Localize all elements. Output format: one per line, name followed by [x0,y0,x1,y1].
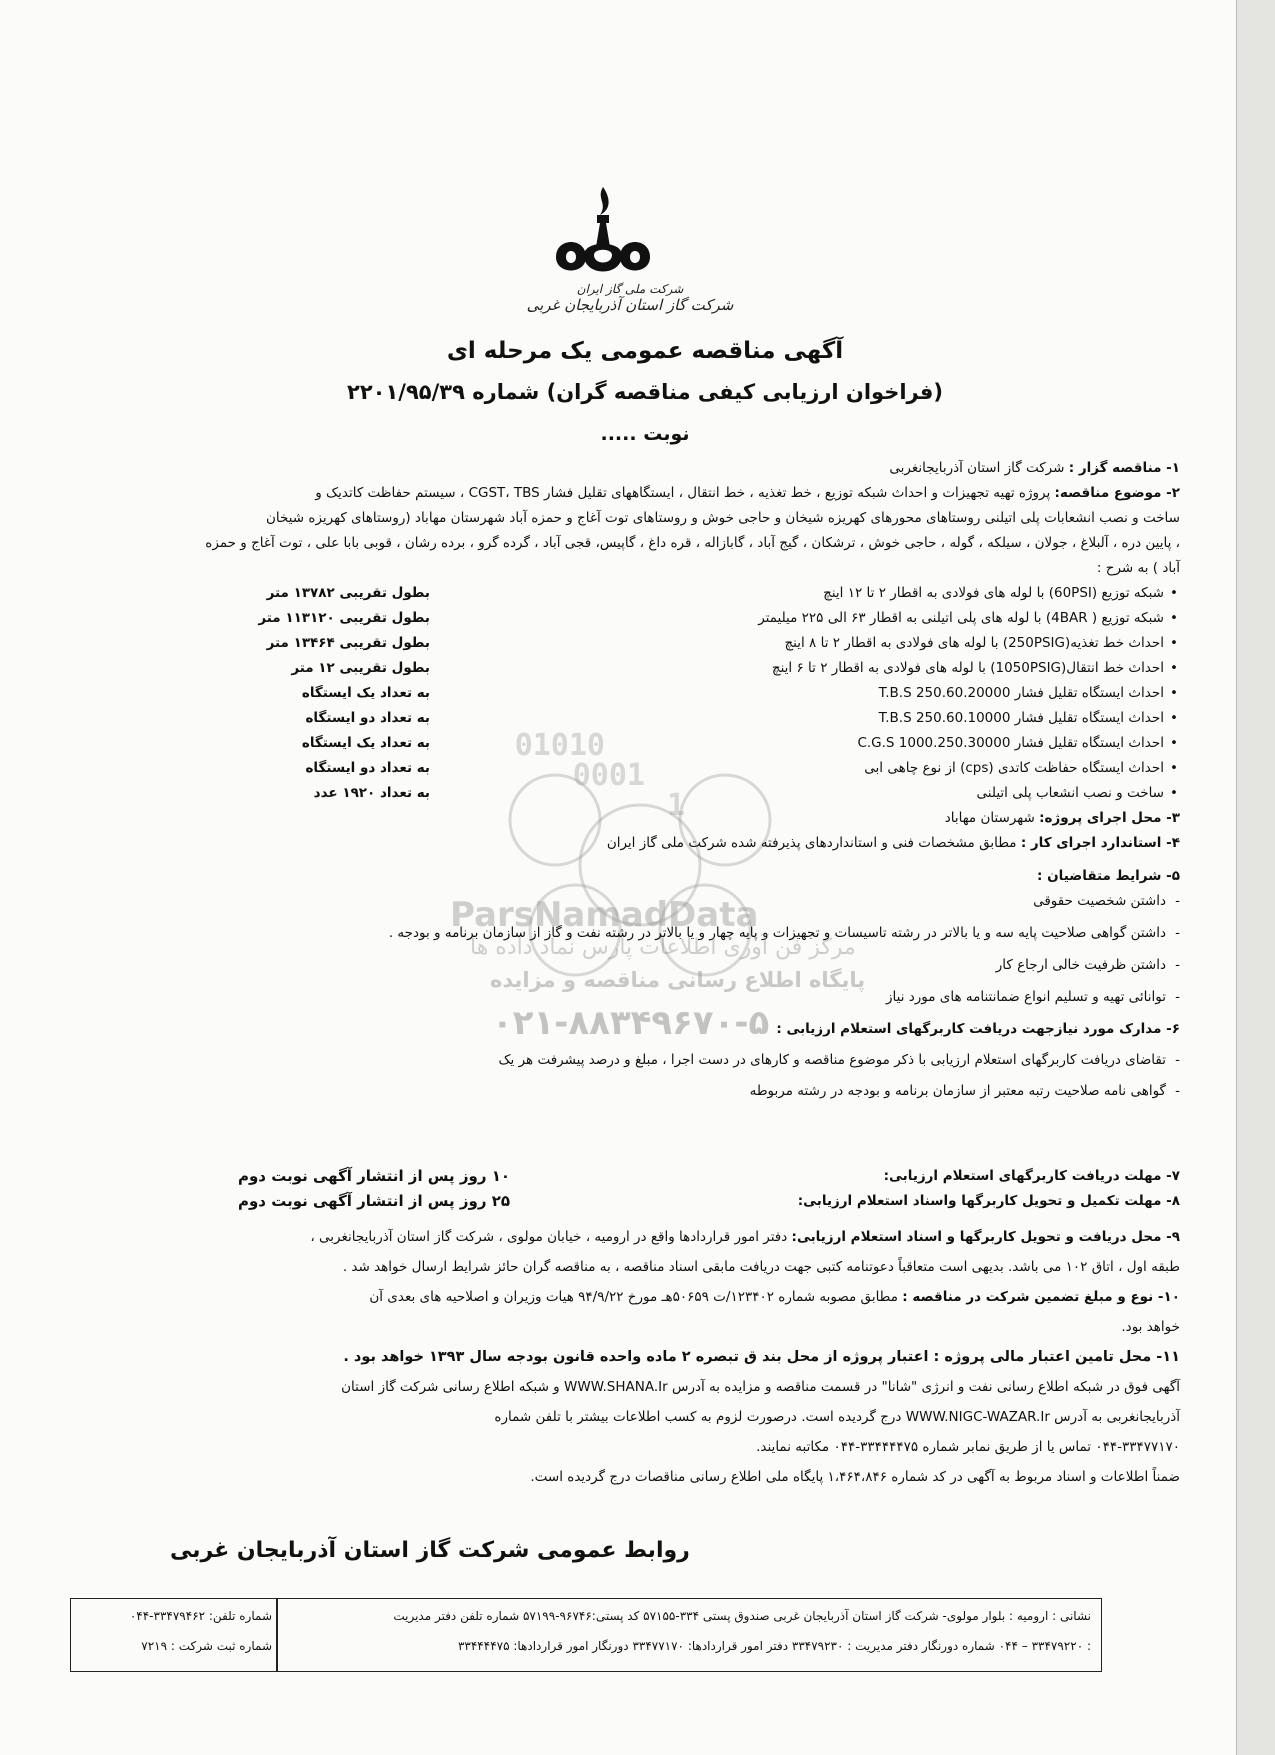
section-2-line-3: ، پایین دره ، آلبلاغ ، جولان ، سیلکه ، گوله ، حاجی خوش ، ترشکان ، گیج آباد ، گابازاله ، قره داغ ، گاپیس، قجی آباد ، گرده گرو ، برده رشان ، قوبی بابا علی ، توت آغاج و حمزه [205,535,1180,551]
list-item: • ساخت و نصب انشعاب پلی اتیلنی [500,781,1180,806]
section-6-cond: - تقاضای دریافت کاربرگهای استعلام ارزیابی با ذکر موضوع مناقصه و کارهای در دست اجرا ، مبلغ و درصد پیشرفت هر یک [130,1048,1180,1073]
list-item: • احداث ایستگاه تقلیل فشار C.G.S 1000.250.30000 [500,731,1180,756]
signature: روابط عمومی شرکت گاز استان آذربایجان غربی [170,1538,690,1563]
footer-phone: شماره تلفن: ۳۳۴۷۹۴۶۲-۰۴۴ [129,1609,272,1623]
section-1: ۱- مناقصه گزار : شرکت گاز استان آذربایجانغربی [889,460,1180,476]
section-5-cond: - داشتن شخصیت حقوقی [130,889,1180,914]
watermark-line-2: پایگاه اطلاع رسانی مناقصه و مزایده [490,968,866,992]
list-item: • احداث ایستگاه حفاظت کاتدی (cps) از نوع چاهی ابی [500,756,1180,781]
list-item: • شبکه توزیع (60PSI) با لوله های فولادی به اقطار ۲ تا ۱۲ اینچ [500,581,1180,606]
item-qty: بطول تقریبی ۱۲ متر [291,660,430,676]
section-11: ۱۱- محل تامین اعتبار مالی پروژه : اعتبار پروژه از محل بند ق تبصره ۲ ماده واحده قانون بودجه سال ۱۳۹۳ خواهد بود . [343,1349,1180,1365]
section-2-line-1: ۲- موضوع مناقصه: پروژه تهیه تجهیزات و احداث شبکه توزیع ، خط تغذیه ، خط انتقال ، ایستگاههای تقلیل فشار CGST، TBS ، سیستم حفاظت کاتدیک و [315,485,1180,501]
list-item: • احداث ایستگاه تقلیل فشار T.B.S 250.60.20000 [500,681,1180,706]
section-7-value: ۱۰ روز پس از انتشار آگهی نوبت دوم [237,1167,510,1185]
svg-text:0001: 0001 [572,758,645,793]
svg-text:01010: 01010 [514,728,605,763]
notice-line-1: آگهی فوق در شبکه اطلاع رسانی نفت و انرژی "شانا" در قسمت مناقصه و مزایده به آدرس WWW.SHANA.Ir و شبکه اطلاع رسانی شرکت گاز استان [341,1379,1180,1395]
list-item: • احداث خط انتقال(1050PSIG) با لوله های فولادی به اقطار ۲ تا ۶ اینچ [500,656,1180,681]
svg-text:1: 1 [666,788,685,823]
footer-address-2: : ۳۳۴۷۹۲۲۰ – ۰۴۴ شماره دورنگار دفتر مدیریت : ۳۳۴۷۹۲۳۰ دفتر امور قراردادها: ۳۳۴۷۷۱۷۰ دورنگار امور قراردادها: ۳۳۴۴۴۴۷۵ [457,1639,1091,1653]
section-1-2 [130,456,1180,581]
list-item: • شبکه توزیع ( 4BAR) با لوله های پلی اتیلنی به اقطار ۶۳ الی ۲۲۵ میلیمتر [500,606,1180,631]
section-9-line-2: طبقه اول ، اتاق ۱۰۲ می باشد. بدیهی است متعاقباً دعوتنامه کتبی جهت دریافت مابقی اسناد مناقصه ، به مناقصه گران حائز شرایط ارسال خواهد شد . [342,1259,1180,1275]
item-qty: به تعداد یک ایستگاه [301,685,430,701]
item-qty: به تعداد دو ایستگاه [305,710,430,726]
section-10-line-2: خواهد بود. [1121,1319,1180,1335]
section-5-cond: - داشتن ظرفیت خالی ارجاع کار [130,953,1180,978]
item-qty: بطول تقریبی ۱۳۴۶۴ متر [266,635,430,651]
watermark-brand: ParsNamadData [450,895,759,935]
section-5-label: ۵- شرایط متقاضیان : [1037,868,1180,884]
section-3: ۳- محل اجرای پروژه: شهرستان مهاباد [944,810,1180,826]
section-2-line-4: آباد ) به شرح : [1096,560,1180,576]
item-qty: به تعداد ۱۹۲۰ عدد [313,785,430,801]
watermark-line-1: مرکز فن آوری اطلاعات پارس نماد داده ها [470,935,856,960]
section-8-value: ۲۵ روز پس از انتشار آگهی نوبت دوم [237,1192,510,1210]
page-subtitle: (فراخوان ارزیابی کیفی مناقصه گران) شماره ۲۲۰۱/۹۵/۳۹ [347,380,943,404]
item-qty: به تعداد یک ایستگاه [301,735,430,751]
item-qty: بطول تقریبی ۱۳۷۸۲ متر [266,585,430,601]
section-9-line-1: ۹- محل دریافت و تحویل کاربرگها و اسناد استعلام ارزیابی: دفتر امور قراردادها واقع در ارومیه ، خیابان مولوی ، شرکت گاز استان آذربایجانغربی ، [310,1229,1180,1245]
watermark-phone: ۰۲۱-۸۸۳۴۹۶۷۰-۵ [492,1003,770,1043]
section-5-cond: - داشتن گواهی صلاحیت پایه سه و یا بالاتر در رشته تاسیسات و تجهیزات و پایه چهار و یا بالاتر در رشته نفت و گاز از سازمان برنامه و بودجه . [130,921,1180,946]
section-9-11 [130,1222,1180,1492]
section-8: ۸- مهلت تکمیل و تحویل کاربرگها واسناد استعلام ارزیابی: [797,1193,1180,1209]
notice-line-4: ضمناً اطلاعات و اسناد مربوط به آگهی در کد شماره ۱،۴۶۴،۸۴۶ پایگاه ملی اطلاع رسانی مناقصات درج گردیده است. [530,1469,1180,1485]
section-2-line-2: ساخت و نصب انشعابات پلی اتیلنی روستاهای محورهای کهریزه شیخان و حاجی خوش و روستاهای توت آغاج و حمزه آباد شهرستان مهاباد (روستاهای کهریزه شیخان [265,510,1180,526]
turn-label: نوبت ..... [600,423,690,445]
company-handwritten-name: شرکت ملی گاز ایران شرکت گاز استان آذربایجان غربی [526,282,734,314]
notice-line-2: آذربایجانغربی به آدرس WWW.NIGC-WAZAR.Ir درج گردیده است. درصورت لزوم به کسب اطلاعات بیشتر با تلفن شماره [494,1409,1180,1425]
item-qty: به تعداد دو ایستگاه [305,760,430,776]
notice-line-3: ۰۴۴-۳۳۴۷۷۱۷۰ تماس یا از طریق نمابر شماره ۳۳۴۴۴۴۷۵-۰۴۴ مکاتبه نمایند. [756,1439,1180,1455]
item-quantities [150,581,430,806]
section-10-line-1: ۱۰- نوع و مبلغ تضمین شرکت در مناقصه : مطابق مصوبه شماره ۱۲۳۴۰۲/ت ۵۰۶۵۹هـ مورخ ۹۴/۹/۲۲ هیات وزیران و اصلاحیه های بعدی آن [369,1289,1180,1305]
footer-registration: شماره ثبت شرکت : ۷۲۱۹ [141,1639,272,1653]
list-item: • احداث ایستگاه تقلیل فشار T.B.S 250.60.10000 [500,706,1180,731]
footer-address-1: نشانی : ارومیه : بلوار مولوی- شرکت گاز استان آذربایجان غربی صندوق پستی ۳۳۴-۵۷۱۵۵ کد پستی:۹۶۷۴۶-۵۷۱۹۹ شماره تلفن دفتر مدیریت [393,1609,1091,1623]
section-6-cond: - گواهی نامه صلاحیت رتبه معتبر از سازمان برنامه و بودجه در رشته مربوطه [130,1079,1180,1104]
item-qty: بطول تقریبی ۱۱۳۱۲۰ متر [258,610,430,626]
list-item: • احداث خط تغذیه(250PSIG) با لوله های فولادی به اقطار ۲ تا ۸ اینچ [500,631,1180,656]
page-edge [1236,0,1275,1755]
page-title: آگهی مناقصه عمومی یک مرحله ای [446,338,844,364]
section-5-cond: - توانائی تهیه و تسلیم انواع ضمانتنامه های مورد نیاز [130,985,1180,1010]
section-6-label: ۶- مدارک مورد نیازجهت دریافت کاربرگهای استعلام ارزیابی : [776,1021,1180,1037]
section-4: ۴- استاندارد اجرای کار : مطابق مشخصات فنی و استانداردهای پذیرفته شده شرکت ملی گاز ایران [606,835,1180,851]
footer-box [70,1598,1102,1672]
section-7: ۷- مهلت دریافت کاربرگهای استعلام ارزیابی: [883,1168,1180,1184]
